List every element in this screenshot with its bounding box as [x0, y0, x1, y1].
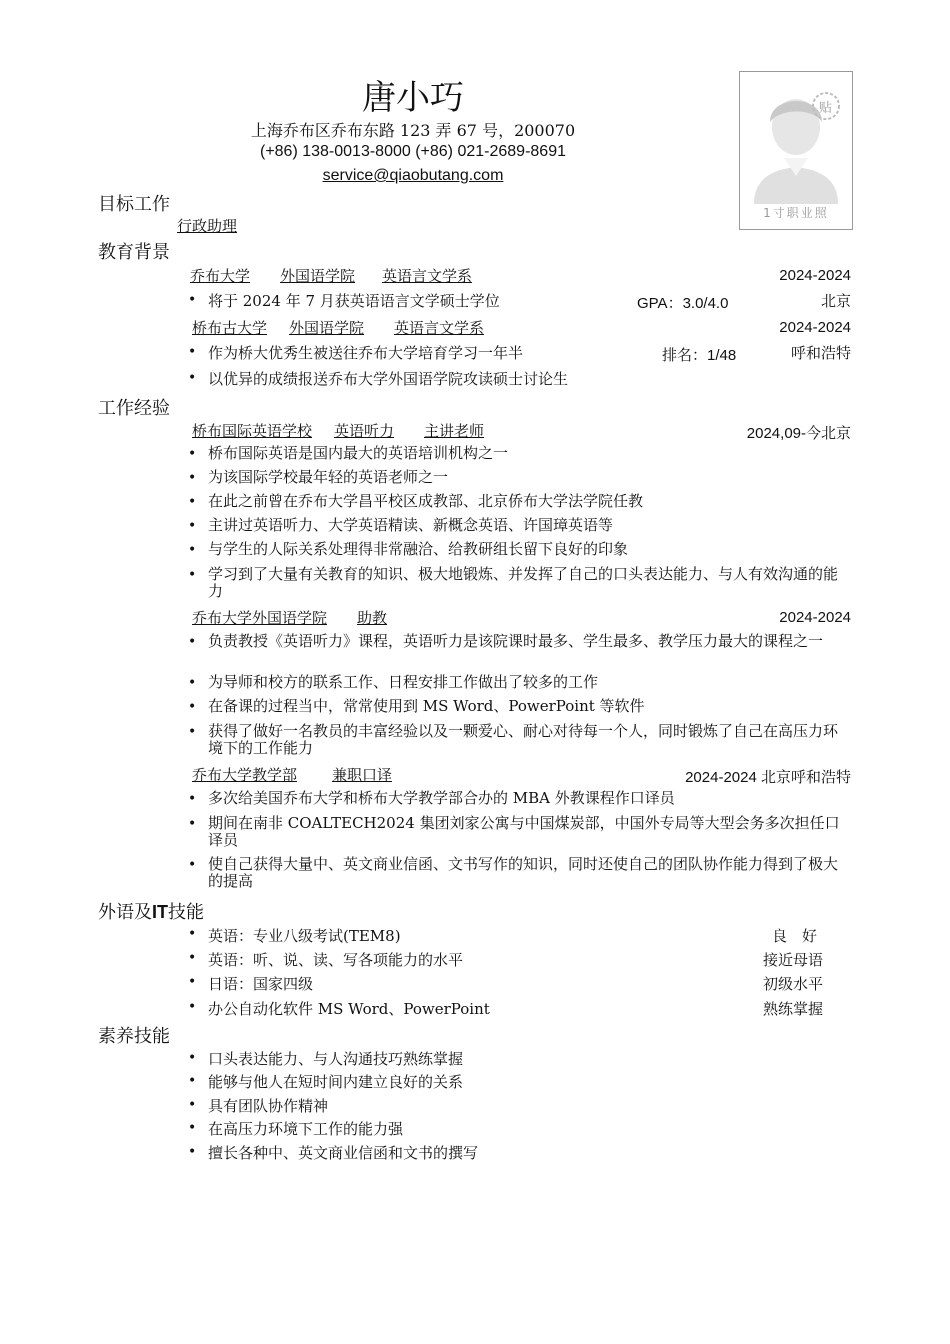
edu-location: 呼和浩特: [790, 344, 851, 362]
photo-placeholder: [739, 71, 853, 230]
job-header: [192, 607, 387, 628]
bullet-icon: •: [188, 567, 197, 583]
job-date: 2024-2024: [779, 609, 851, 626]
job-item: 期间在南非 COALTECH2024 集团刘家公寓与中国煤炭部，中国外专局等大型会务多次担任口译员: [208, 814, 840, 849]
bullet-icon: •: [188, 1144, 197, 1160]
section-title-objective: 目标工作: [98, 194, 170, 215]
job-org: 桥布国际英语学校: [192, 422, 313, 440]
bullet-icon: •: [188, 699, 197, 715]
bullet-icon: •: [188, 675, 197, 691]
bullet-icon: •: [188, 344, 197, 360]
job-header: [192, 764, 392, 785]
job-org: 乔布大学外国语学院: [192, 609, 328, 627]
skills-title-it: IT: [152, 902, 168, 922]
skill-item: 英语：听、说、读、写各项能力的水平: [208, 951, 464, 969]
skill-level: 熟练掌握: [763, 1000, 824, 1018]
job-item: 获得了做好一名教员的丰富经验以及一颗爱心、耐心对待每一个人，同时锻炼了自己在高压力环境下的工作能力: [208, 722, 839, 757]
bullet-icon: •: [188, 634, 197, 650]
job-item: 多次给美国乔布大学和桥布大学教学部合办的 MBA 外教课程作口译员: [208, 789, 675, 807]
bullet-icon: •: [188, 816, 197, 832]
skill-level: 初级水平: [763, 975, 824, 993]
section-title-education: 教育背景: [98, 242, 170, 263]
job-role: 兼职口译: [332, 766, 393, 784]
ability-item: 能够与他人在短时间内建立良好的关系: [208, 1073, 464, 1091]
bullet-icon: •: [188, 950, 197, 966]
edu-school: 乔布大学: [190, 267, 251, 285]
bullet-icon: •: [188, 926, 197, 942]
edu-date: 2024-2024: [779, 319, 851, 336]
bullet-icon: •: [188, 1120, 197, 1136]
edu-entry-header: [190, 265, 472, 286]
edu-date: 2024-2024: [779, 267, 851, 284]
objective-value: 行政助理: [177, 217, 238, 235]
bullet-icon: •: [188, 494, 197, 510]
ability-item: 擅长各种中、英文商业信函和文书的撰写: [208, 1144, 479, 1162]
job-role: 英语听力: [334, 422, 395, 440]
section-title-work: 工作经验: [98, 398, 170, 419]
skills-title-pre: 外语及: [98, 902, 152, 923]
job-item: 在备课的过程当中，常常使用到 MS Word、PowerPoint 等软件: [208, 697, 645, 715]
bullet-icon: •: [188, 542, 197, 558]
job-org: 乔布大学教学部: [192, 766, 298, 784]
bullet-icon: •: [188, 999, 197, 1015]
bullet-icon: •: [188, 974, 197, 990]
edu-college: 外国语学院: [289, 319, 365, 337]
edu-school: 桥布古大学: [192, 319, 268, 337]
bullet-icon: •: [188, 470, 197, 486]
job-date: 2024,09-今北京: [746, 425, 851, 442]
bullet-icon: •: [188, 1050, 197, 1066]
skill-item: 办公自动化软件 MS Word、PowerPoint: [208, 1000, 490, 1018]
bullet-icon: •: [188, 370, 197, 386]
edu-rank: 排名：1/48: [662, 347, 737, 364]
bullet-icon: •: [188, 1097, 197, 1113]
bullet-icon: •: [188, 1073, 197, 1089]
phone-numbers: (+86) 138-0013-8000 (+86) 021-2689-8691: [259, 143, 566, 160]
ability-item: 在高压力环境下工作的能力强: [208, 1120, 404, 1138]
edu-item: 将于 2024 年 7 月获英语语言文学硕士学位: [208, 292, 500, 310]
job-date: 2024-2024 北京呼和浩特: [685, 769, 851, 786]
section-title-abilities: 素养技能: [98, 1026, 170, 1047]
ability-item: 口头表达能力、与人沟通技巧熟练掌握: [208, 1050, 464, 1068]
skill-item: 英语：专业八级考试(TEM8): [208, 927, 401, 945]
job-item: 桥布国际英语是国内最大的英语培训机构之一: [208, 444, 509, 462]
edu-dept: 英语言文学系: [394, 319, 485, 337]
edu-gpa: GPA：3.0/4.0: [637, 295, 729, 312]
ability-item: 具有团队协作精神: [208, 1097, 329, 1115]
edu-item: 以优异的成绩报送乔布大学外国语学院攻读硕士讨论生: [208, 370, 569, 388]
bullet-icon: •: [188, 857, 197, 873]
job-item: 使自己获得大量中、英文商业信函、文书写作的知识，同时还使自己的团队协作能力得到了极大的提高: [208, 855, 839, 890]
bullet-icon: •: [188, 518, 197, 534]
resume-name: 唐小巧: [362, 78, 464, 118]
bullet-icon: •: [188, 292, 197, 308]
job-item: 主讲过英语听力、大学英语精读、新概念英语、许国璋英语等: [208, 516, 614, 534]
skill-level: 接近母语: [763, 951, 824, 969]
section-title-skills: [98, 898, 204, 924]
job-position: 主讲老师: [424, 422, 485, 440]
email-link[interactable]: service@qiaobutang.com: [322, 167, 504, 184]
job-role: 助教: [357, 609, 388, 627]
job-header: [192, 420, 484, 441]
edu-item: 作为桥大优秀生被送往乔布大学培育学习一年半: [208, 344, 524, 362]
job-item: 与学生的人际关系处理得非常融洽、给教研组长留下良好的印象: [208, 540, 629, 558]
edu-college: 外国语学院: [280, 267, 356, 285]
address: 上海乔布区乔布东路 123 弄 67 号，200070: [250, 121, 576, 140]
job-item: 为该国际学校最年轻的英语老师之一: [208, 468, 449, 486]
skills-title-post: 技能: [168, 902, 204, 923]
job-item: 在此之前曾在乔布大学昌平校区成教部、北京侨布大学法学院任教: [208, 492, 644, 510]
photo-caption: 1寸职业照: [763, 206, 829, 220]
job-item: 学习到了大量有关教育的知识、极大地锻炼、并发挥了自己的口头表达能力、与人有效沟通的能力: [208, 565, 839, 600]
skill-item: 日语：国家四级: [208, 975, 314, 993]
edu-dept: 英语言文学系: [382, 267, 473, 285]
bullet-icon: •: [188, 791, 197, 807]
skill-level: 良 好: [772, 927, 818, 945]
edu-entry-header: [192, 317, 484, 338]
bullet-icon: •: [188, 724, 197, 740]
photo-stamp-text: 贴: [819, 101, 833, 116]
edu-location: 北京: [820, 292, 851, 310]
job-item: 负责教授《英语听力》课程，英语听力是该院课时最多、学生最多、教学压力最大的课程之一: [208, 632, 824, 650]
bullet-icon: •: [188, 446, 197, 462]
job-item: 为导师和校方的联系工作、日程安排工作做出了较多的工作: [208, 673, 599, 691]
